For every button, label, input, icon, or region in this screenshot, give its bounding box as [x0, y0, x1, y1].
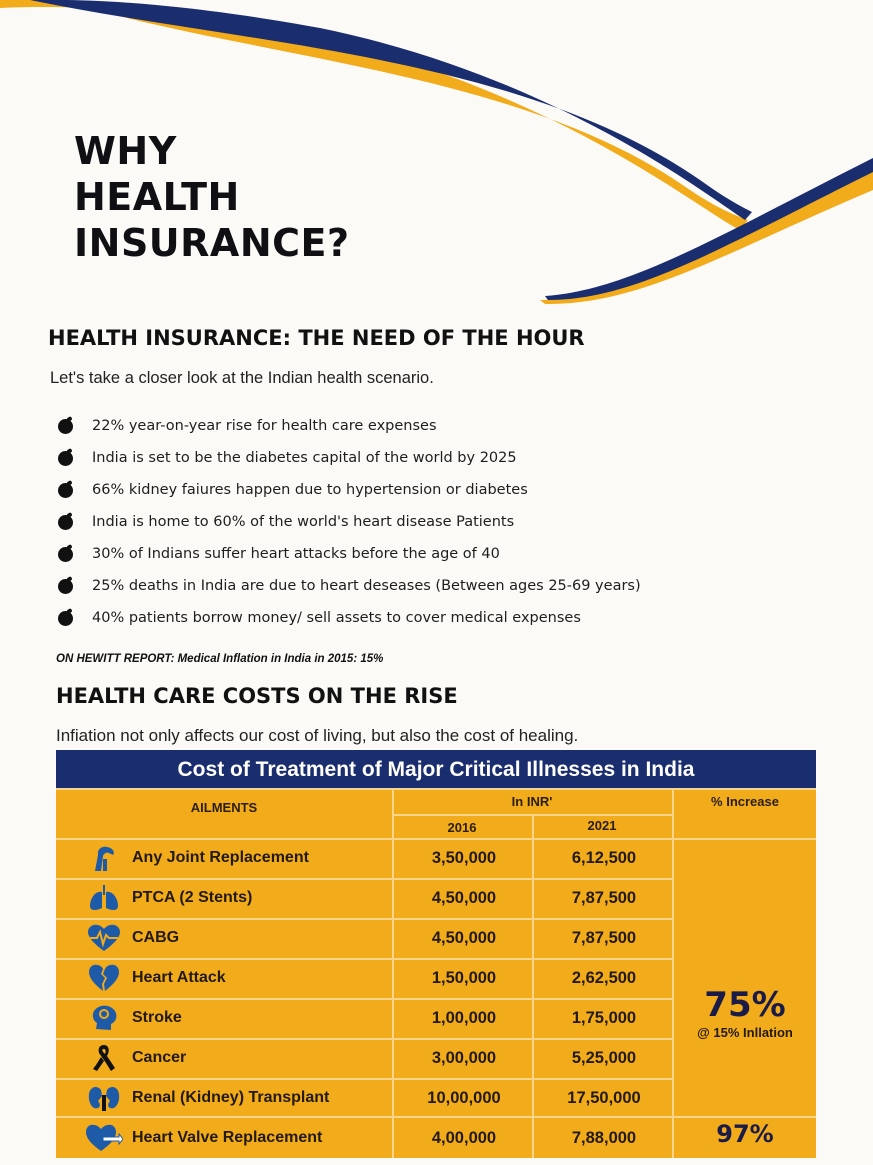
bullet-icon: [58, 483, 73, 498]
table-grid: [56, 790, 816, 1158]
list-item: 25% deaths in India are due to heart deseases (Between ages 25-69 years): [58, 570, 641, 602]
list-item: 30% of Indians suffer heart attacks before the age of 40: [58, 538, 641, 570]
header-increase: % Increase: [711, 794, 779, 809]
title-line: WHY: [74, 129, 177, 173]
cost-table: [56, 750, 816, 1158]
facts-list: [58, 410, 641, 634]
costs-subtitle: Infiation not only affects our cost of living, but also the cost of healing.: [56, 726, 579, 745]
bullet-icon: [58, 419, 73, 434]
table-row: Any Joint Replacement 3,50,000 6,12,500: [56, 838, 674, 878]
header-ailments: AILMENTS: [190, 800, 258, 815]
table-row: Cancer 3,00,000 5,25,000: [56, 1038, 674, 1078]
bullet-icon: [58, 451, 73, 466]
bullet-icon: [58, 547, 73, 562]
bullet-icon: [58, 579, 73, 594]
need-heading: HEALTH INSURANCE: THE NEED OF THE HOUR: [48, 326, 585, 350]
table-row: Heart Attack 1,50,000 2,62,500: [56, 958, 674, 998]
table-row: CABG 4,50,000 7,87,500: [56, 918, 674, 958]
list-item: India is set to be the diabetes capital of the world by 2025: [58, 442, 641, 474]
header-inr: In INR': [511, 794, 553, 809]
title-line: INSURANCE?: [74, 221, 350, 265]
lungs-icon: [84, 882, 124, 914]
broken-heart-icon: [84, 962, 124, 994]
increase-note: @ 15% Inllation: [697, 1025, 793, 1040]
page-title: [74, 128, 350, 266]
header-2021: 2021: [587, 818, 617, 833]
heart-pulse-icon: [84, 922, 124, 954]
header-2016: 2016: [447, 820, 477, 835]
table-title: Cost of Treatment of Major Critical Illnesses in India: [56, 750, 816, 790]
intro-text: Let's take a closer look at the Indian health scenario.: [50, 369, 434, 387]
table-row: Renal (Kidney) Transplant 10,00,000 17,50,000: [56, 1078, 674, 1118]
heart-valve-icon: [84, 1122, 124, 1154]
kidney-icon: [84, 1082, 124, 1114]
list-item: 22% year-on-year rise for health care expenses: [58, 410, 641, 442]
table-row: PTCA (2 Stents) 4,50,000 7,87,500: [56, 878, 674, 918]
bullet-icon: [58, 515, 73, 530]
costs-heading: HEALTH CARE COSTS ON THE RISE: [56, 684, 458, 708]
table-row: Stroke 1,00,000 1,75,000: [56, 998, 674, 1038]
ribbon-icon: [84, 1042, 124, 1074]
bullet-icon: [58, 611, 73, 626]
report-note: ON HEWITT REPORT: Medical Inflation in India in 2015: 15%: [56, 653, 384, 665]
title-line: HEALTH: [74, 175, 240, 219]
list-item: 66% kidney faiures happen due to hypertension or diabetes: [58, 474, 641, 506]
brain-icon: [84, 1002, 124, 1034]
table-row: Heart Valve Replacement 4,00,000 7,88,000: [56, 1118, 674, 1158]
increase-last: 97%: [716, 1120, 774, 1148]
list-item: India is home to 60% of the world's heart disease Patients: [58, 506, 641, 538]
joint-icon: [84, 842, 124, 874]
increase-main: 75%: [704, 985, 786, 1025]
list-item: 40% patients borrow money/ sell assets to cover medical expenses: [58, 602, 641, 634]
